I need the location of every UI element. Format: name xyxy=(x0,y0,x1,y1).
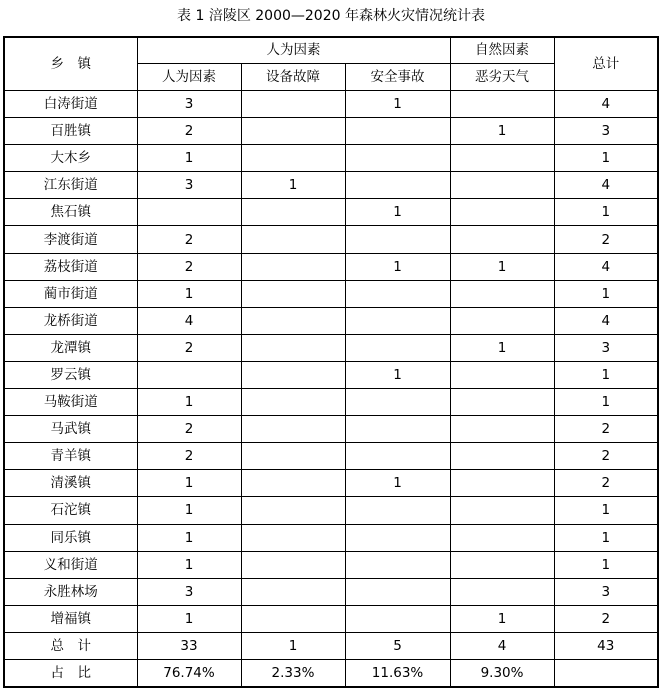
cell-safety-accident xyxy=(345,524,450,551)
cell-equipment-failure xyxy=(241,91,345,118)
cell-equipment-failure xyxy=(241,605,345,632)
header-human-cause: 人为因素 xyxy=(137,64,241,91)
table-body xyxy=(4,91,658,688)
cell-total: 1 xyxy=(554,280,658,307)
cell-bad-weather xyxy=(450,172,554,199)
cell-total: 1 xyxy=(554,524,658,551)
cell-town: 义和街道 xyxy=(4,551,137,578)
header-group-natural: 自然因素 xyxy=(450,37,554,64)
cell-equipment-failure xyxy=(241,334,345,361)
cell-town: 白涛街道 xyxy=(4,91,137,118)
cell-town: 青羊镇 xyxy=(4,443,137,470)
table-row xyxy=(4,145,658,172)
cell-equipment-failure xyxy=(241,361,345,388)
cell-human-cause: 2 xyxy=(137,443,241,470)
cell-town: 马鞍街道 xyxy=(4,389,137,416)
cell-equipment-failure: 2.33% xyxy=(241,659,345,687)
cell-bad-weather xyxy=(450,145,554,172)
cell-human-cause: 1 xyxy=(137,497,241,524)
cell-town: 大木乡 xyxy=(4,145,137,172)
cell-total: 3 xyxy=(554,118,658,145)
table-row xyxy=(4,578,658,605)
cell-human-cause: 3 xyxy=(137,172,241,199)
cell-bad-weather xyxy=(450,307,554,334)
cell-total xyxy=(554,659,658,687)
cell-town: 增福镇 xyxy=(4,605,137,632)
header-safety-accident: 安全事故 xyxy=(345,64,450,91)
table-row xyxy=(4,253,658,280)
table-row xyxy=(4,118,658,145)
cell-town: 荔枝街道 xyxy=(4,253,137,280)
cell-bad-weather xyxy=(450,470,554,497)
header-equipment-failure: 设备故障 xyxy=(241,64,345,91)
table-row xyxy=(4,91,658,118)
cell-human-cause: 1 xyxy=(137,145,241,172)
table-row xyxy=(4,389,658,416)
cell-bad-weather: 9.30% xyxy=(450,659,554,687)
cell-equipment-failure xyxy=(241,524,345,551)
header-group-human: 人为因素 xyxy=(137,37,450,64)
cell-safety-accident xyxy=(345,605,450,632)
table-row xyxy=(4,226,658,253)
cell-town: 龙桥街道 xyxy=(4,307,137,334)
cell-human-cause: 2 xyxy=(137,118,241,145)
cell-town: 百胜镇 xyxy=(4,118,137,145)
table-row xyxy=(4,416,658,443)
cell-safety-accident xyxy=(345,497,450,524)
cell-total: 1 xyxy=(554,145,658,172)
cell-human-cause: 1 xyxy=(137,551,241,578)
cell-bad-weather: 4 xyxy=(450,632,554,659)
cell-total: 3 xyxy=(554,578,658,605)
cell-safety-accident: 1 xyxy=(345,253,450,280)
cell-safety-accident xyxy=(345,280,450,307)
cell-safety-accident xyxy=(345,307,450,334)
cell-safety-accident: 1 xyxy=(345,470,450,497)
cell-human-cause: 2 xyxy=(137,334,241,361)
cell-equipment-failure xyxy=(241,118,345,145)
cell-safety-accident xyxy=(345,172,450,199)
cell-total: 4 xyxy=(554,91,658,118)
cell-human-cause: 1 xyxy=(137,605,241,632)
table-row xyxy=(4,172,658,199)
cell-bad-weather: 1 xyxy=(450,334,554,361)
cell-equipment-failure xyxy=(241,551,345,578)
cell-safety-accident xyxy=(345,416,450,443)
cell-human-cause xyxy=(137,199,241,226)
cell-bad-weather xyxy=(450,361,554,388)
cell-human-cause: 2 xyxy=(137,416,241,443)
cell-equipment-failure xyxy=(241,578,345,605)
cell-safety-accident xyxy=(345,334,450,361)
cell-town: 焦石镇 xyxy=(4,199,137,226)
header-bad-weather: 恶劣天气 xyxy=(450,64,554,91)
cell-safety-accident xyxy=(345,443,450,470)
cell-total: 2 xyxy=(554,443,658,470)
cell-safety-accident xyxy=(345,551,450,578)
cell-bad-weather xyxy=(450,443,554,470)
cell-human-cause: 1 xyxy=(137,389,241,416)
cell-equipment-failure: 1 xyxy=(241,172,345,199)
cell-safety-accident xyxy=(345,226,450,253)
cell-town: 马武镇 xyxy=(4,416,137,443)
table-row xyxy=(4,497,658,524)
cell-equipment-failure xyxy=(241,199,345,226)
cell-equipment-failure: 1 xyxy=(241,632,345,659)
cell-bad-weather xyxy=(450,91,554,118)
cell-human-cause: 3 xyxy=(137,91,241,118)
cell-town: 罗云镇 xyxy=(4,361,137,388)
cell-total: 1 xyxy=(554,361,658,388)
cell-bad-weather xyxy=(450,199,554,226)
fire-statistics-table xyxy=(3,36,659,688)
cell-equipment-failure xyxy=(241,253,345,280)
cell-bad-weather: 1 xyxy=(450,118,554,145)
cell-safety-accident: 1 xyxy=(345,91,450,118)
cell-bad-weather xyxy=(450,416,554,443)
total-row xyxy=(4,632,658,659)
cell-equipment-failure xyxy=(241,470,345,497)
cell-safety-accident xyxy=(345,118,450,145)
cell-equipment-failure xyxy=(241,443,345,470)
table-row xyxy=(4,280,658,307)
cell-total: 4 xyxy=(554,172,658,199)
cell-bad-weather xyxy=(450,280,554,307)
cell-total: 4 xyxy=(554,307,658,334)
cell-human-cause: 76.74% xyxy=(137,659,241,687)
cell-safety-accident: 1 xyxy=(345,361,450,388)
table-row xyxy=(4,361,658,388)
cell-human-cause: 4 xyxy=(137,307,241,334)
cell-human-cause: 1 xyxy=(137,470,241,497)
table-row xyxy=(4,443,658,470)
cell-town: 江东街道 xyxy=(4,172,137,199)
cell-safety-accident: 11.63% xyxy=(345,659,450,687)
cell-equipment-failure xyxy=(241,145,345,172)
cell-total: 2 xyxy=(554,416,658,443)
table-row xyxy=(4,307,658,334)
cell-town: 龙潭镇 xyxy=(4,334,137,361)
cell-bad-weather xyxy=(450,524,554,551)
cell-total: 2 xyxy=(554,605,658,632)
cell-town: 永胜林场 xyxy=(4,578,137,605)
cell-bad-weather xyxy=(450,551,554,578)
cell-safety-accident: 5 xyxy=(345,632,450,659)
table-row xyxy=(4,470,658,497)
table-row xyxy=(4,199,658,226)
cell-equipment-failure xyxy=(241,416,345,443)
cell-equipment-failure xyxy=(241,280,345,307)
cell-total: 2 xyxy=(554,470,658,497)
header-total: 总计 xyxy=(554,37,658,91)
cell-human-cause: 2 xyxy=(137,253,241,280)
cell-total: 1 xyxy=(554,389,658,416)
cell-total: 1 xyxy=(554,497,658,524)
cell-bad-weather xyxy=(450,578,554,605)
cell-human-cause: 1 xyxy=(137,524,241,551)
cell-safety-accident xyxy=(345,145,450,172)
table-row xyxy=(4,551,658,578)
cell-equipment-failure xyxy=(241,389,345,416)
cell-town: 清溪镇 xyxy=(4,470,137,497)
cell-safety-accident: 1 xyxy=(345,199,450,226)
cell-town: 同乐镇 xyxy=(4,524,137,551)
table-row xyxy=(4,334,658,361)
cell-town: 占 比 xyxy=(4,659,137,687)
cell-equipment-failure xyxy=(241,307,345,334)
cell-town: 总 计 xyxy=(4,632,137,659)
cell-total: 3 xyxy=(554,334,658,361)
cell-equipment-failure xyxy=(241,226,345,253)
cell-town: 李渡街道 xyxy=(4,226,137,253)
table-row xyxy=(4,605,658,632)
table-caption: 表 1 涪陵区 2000—2020 年森林火灾情况统计表 xyxy=(177,8,485,24)
cell-bad-weather: 1 xyxy=(450,605,554,632)
cell-human-cause: 33 xyxy=(137,632,241,659)
cell-town: 蔺市街道 xyxy=(4,280,137,307)
cell-total: 2 xyxy=(554,226,658,253)
cell-safety-accident xyxy=(345,389,450,416)
cell-bad-weather xyxy=(450,497,554,524)
cell-town: 石沱镇 xyxy=(4,497,137,524)
cell-total: 1 xyxy=(554,199,658,226)
cell-safety-accident xyxy=(345,578,450,605)
cell-total: 1 xyxy=(554,551,658,578)
ratio-row xyxy=(4,659,658,687)
cell-human-cause xyxy=(137,361,241,388)
table-row xyxy=(4,524,658,551)
cell-bad-weather: 1 xyxy=(450,253,554,280)
cell-bad-weather xyxy=(450,389,554,416)
header-town: 乡 镇 xyxy=(4,37,137,91)
cell-equipment-failure xyxy=(241,497,345,524)
cell-bad-weather xyxy=(450,226,554,253)
cell-human-cause: 1 xyxy=(137,280,241,307)
cell-human-cause: 3 xyxy=(137,578,241,605)
cell-total: 4 xyxy=(554,253,658,280)
cell-total: 43 xyxy=(554,632,658,659)
cell-human-cause: 2 xyxy=(137,226,241,253)
